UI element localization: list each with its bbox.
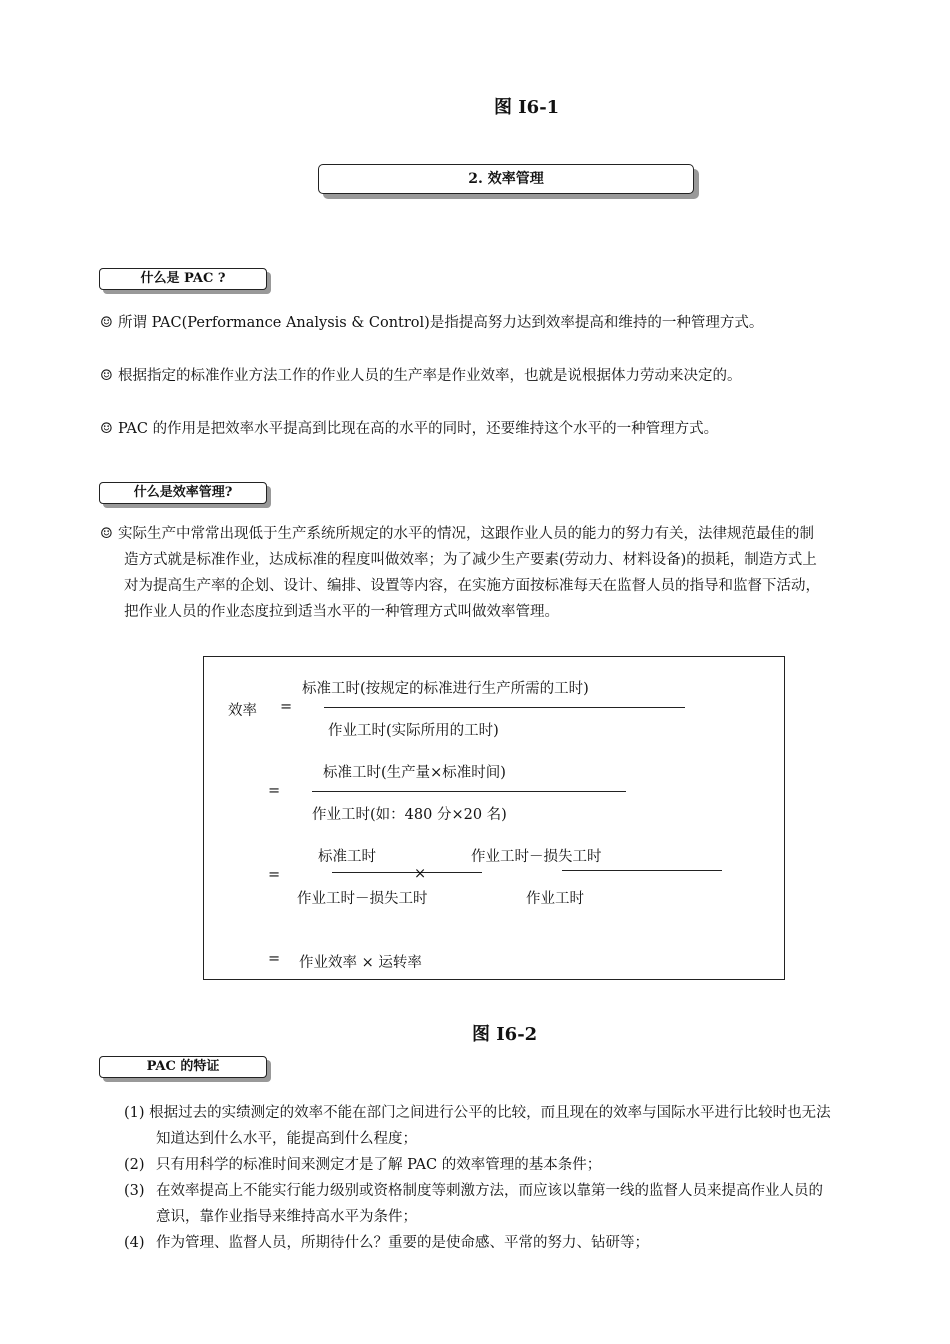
formula-label: 效率 [228,703,257,719]
smiley-icon: ☺ [100,368,113,384]
formula-2-numerator: 标准工时(生产量×标准时间) [323,765,506,781]
tag-what-is-pac: 什么是 PAC ? [99,268,267,290]
formula-1-numerator: 标准工时(按规定的标准进行生产所需的工时) [302,681,589,697]
formula-1-fraction-line [324,707,685,708]
formula-equals-2: = [268,783,281,799]
feature-number: (3) [124,1183,145,1199]
formula-3b-denominator: 作业工时 [526,891,584,907]
smiley-icon: ☺ [100,526,113,542]
efficiency-paragraph-line-4: 把作业人员的作业态度拉到适当水平的一种管理方式叫做效率管理。 [124,604,559,620]
efficiency-paragraph-line-1: ☺ 实际生产中常常出现低于生产系统所规定的水平的情况，这跟作业人员的能力的努力有关，法律规范最佳的制 [100,521,814,547]
formula-3a-numerator: 标准工时 [318,849,376,865]
formula-times-sign: × [414,866,427,882]
formula-3b-fraction-line [562,870,722,871]
formula-equals-1: = [280,699,293,715]
efficiency-paragraph-line-3: 对为提高生产率的企划、设计、编排、设置等内容，在实施方面按标准每天在监督人员的指导和监督下活动， [124,578,820,594]
tag-pac-features: PAC 的特证 [99,1056,267,1078]
efficiency-formula-box [203,656,785,980]
feature-number: (2) [124,1157,145,1173]
pac-bullet-1: ☺ 所谓 PAC(Performance Analysis & Control)是指提高努力达到效率提高和维持的一种管理方式。 [100,310,763,336]
feature-number: (4) [124,1235,145,1251]
feature-number: (1) [124,1105,145,1121]
feature-item-1-line-1: (1) 根据过去的实绩测定的效率不能在部门之间进行公平的比较，而且现在的效率与国际水平进行比较时也无法 [124,1105,831,1121]
formula-3b-numerator: 作业工时－损失工时 [471,849,602,865]
formula-equals-4: = [268,951,281,967]
smiley-icon: ☺ [100,421,113,437]
pac-bullet-2: ☺ 根据指定的标准作业方法工作的作业人员的生产率是作业效率，也就是说根据体力劳动来决定的。 [100,363,742,389]
formula-equals-3: = [268,867,281,883]
formula-final: 作业效率 × 运转率 [299,955,422,971]
feature-item-2: (2) 只有用科学的标准时间来测定才是了解 PAC 的效率管理的基本条件； [124,1152,601,1178]
formula-2-fraction-line [312,791,626,792]
formula-1-denominator: 作业工时(实际所用的工时) [328,723,499,739]
feature-item-4: (4) 作为管理、监督人员，所期待什么？重要的是使命感、平常的努力、钻研等； [124,1230,649,1256]
feature-item-3-line-2: 意识，靠作业指导来维持高水平为条件； [156,1209,417,1225]
smiley-icon: ☺ [100,315,113,331]
figure-2-title: 图 I6-2 [472,1024,538,1045]
formula-3a-denominator: 作业工时－损失工时 [297,891,428,907]
tag-what-is-efficiency-management: 什么是效率管理? [99,482,267,504]
feature-item-1-line-2: 知道达到什么水平，能提高到什么程度； [156,1131,417,1147]
figure-1-title: 图 I6-1 [494,97,560,118]
formula-2-denominator: 作业工时(如：480 分×20 名) [312,807,507,823]
formula-3a-fraction-line [332,872,482,873]
feature-item-3-line-1: (3) 在效率提高上不能实行能力级别或资格制度等刺激方法，而应该以靠第一线的监督人员来提高作业人员的 [124,1178,823,1204]
pac-bullet-3: ☺ PAC 的作用是把效率水平提高到比现在高的水平的同时，还要维持这个水平的一种管理方式。 [100,416,718,442]
efficiency-paragraph-line-2: 造方式就是标准作业，达成标准的程度叫做效率；为了减少生产要素(劳动力、材料设备)的损耗，制造方式上 [124,552,817,568]
section-heading: 2. 效率管理 [318,164,694,194]
